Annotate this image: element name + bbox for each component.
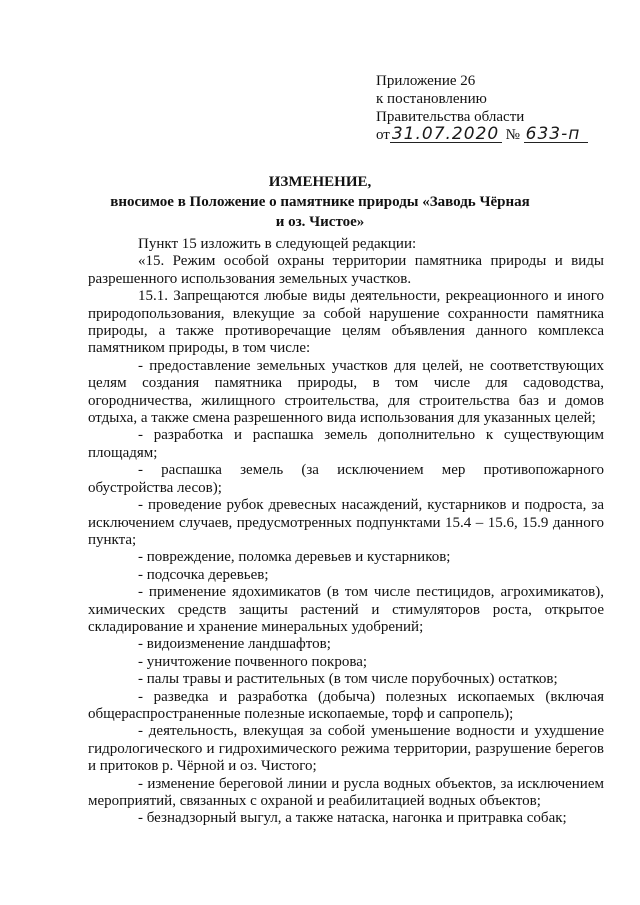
appendix-header bbox=[376, 72, 626, 144]
list-item: - разработка и распашка земель дополнительно к существующим площадям; bbox=[88, 427, 604, 461]
paragraph-15: «15. Режим особой охраны территории памятника природы и виды разрешенного использования земельных участков. bbox=[88, 253, 604, 287]
list-item: - применение ядохимикатов (в том числе пестицидов, агрохимикатов), химических средств защиты растений и стимуляторов роста, открытое складирование и хранение минеральных удобрений; bbox=[88, 584, 604, 635]
number-sign: № bbox=[505, 127, 520, 143]
title-line-3: и оз. Чистое» bbox=[275, 214, 365, 230]
appendix-line-2: к постановлению bbox=[376, 91, 487, 107]
list-item: - подсочка деревьев; bbox=[138, 566, 269, 583]
list-item: - распашка земель (за исключением мер противопожарного обустройства лесов); bbox=[88, 462, 604, 496]
list-item: - проведение рубок древесных насаждений, кустарников и подроста, за исключением случаев, предусмотренных подпунктами 15.4 – 15.6, 15.9 данного пункта; bbox=[88, 497, 604, 548]
from-label: от bbox=[376, 127, 390, 143]
appendix-date-line bbox=[376, 126, 626, 144]
title-line-1: ИЗМЕНЕНИЕ, bbox=[268, 174, 372, 190]
paragraph-15-1: 15.1. Запрещаются любые виды деятельности, рекреационного и иного природопользования, влекущие за собой нарушение сохранности памятника природы, а также противоречащие целям объявления данного комплекса памятником природы, в том числе: bbox=[88, 288, 604, 357]
list-item: - безнадзорный выгул, а также натаска, нагонка и притравка собак; bbox=[138, 810, 567, 827]
list-item: - изменение береговой линии и русла водных объектов, за исключением мероприятий, связанных с охраной и реабилитацией водных объектов; bbox=[88, 775, 604, 809]
handwritten-date: 31.07.2020 bbox=[390, 126, 502, 143]
list-item: - деятельность, влекущая за собой уменьшение водности и ухудшение гидрологического и гидрохимического режима территории, разрушение берегов и притоков р. Чёрной и оз. Чистого; bbox=[88, 723, 604, 775]
list-item: - предоставление земельных участков для целей, не соответствующих целям создания памятника природы, в том числе для садоводства, огородничества, жилищного строительства, для строительства баз и домов отдыха, а также смена разрешенного вида использования для указанных целей; bbox=[88, 357, 604, 427]
list-item: - палы травы и растительных (в том числе порубочных) остатков; bbox=[138, 671, 558, 688]
list-item: - разведка и разработка (добыча) полезных ископаемых (включая общераспространенные полезные ископаемые, торф и сапропель); bbox=[88, 688, 604, 722]
document-body bbox=[88, 236, 604, 828]
appendix-line-3: Правительства области bbox=[376, 109, 525, 125]
appendix-line-1: Приложение 26 bbox=[376, 73, 476, 89]
list-item: - уничтожение почвенного покрова; bbox=[138, 653, 368, 670]
list-item: - видоизменение ландшафтов; bbox=[138, 636, 331, 653]
handwritten-number: 633-п bbox=[524, 126, 588, 143]
intro-paragraph: Пункт 15 изложить в следующей редакции: bbox=[138, 236, 417, 252]
title-line-2: вносимое в Положение о памятнике природы «Заводь Чёрная bbox=[110, 194, 530, 210]
document-title bbox=[110, 172, 530, 232]
list-item: - повреждение, поломка деревьев и кустарников; bbox=[138, 549, 451, 566]
